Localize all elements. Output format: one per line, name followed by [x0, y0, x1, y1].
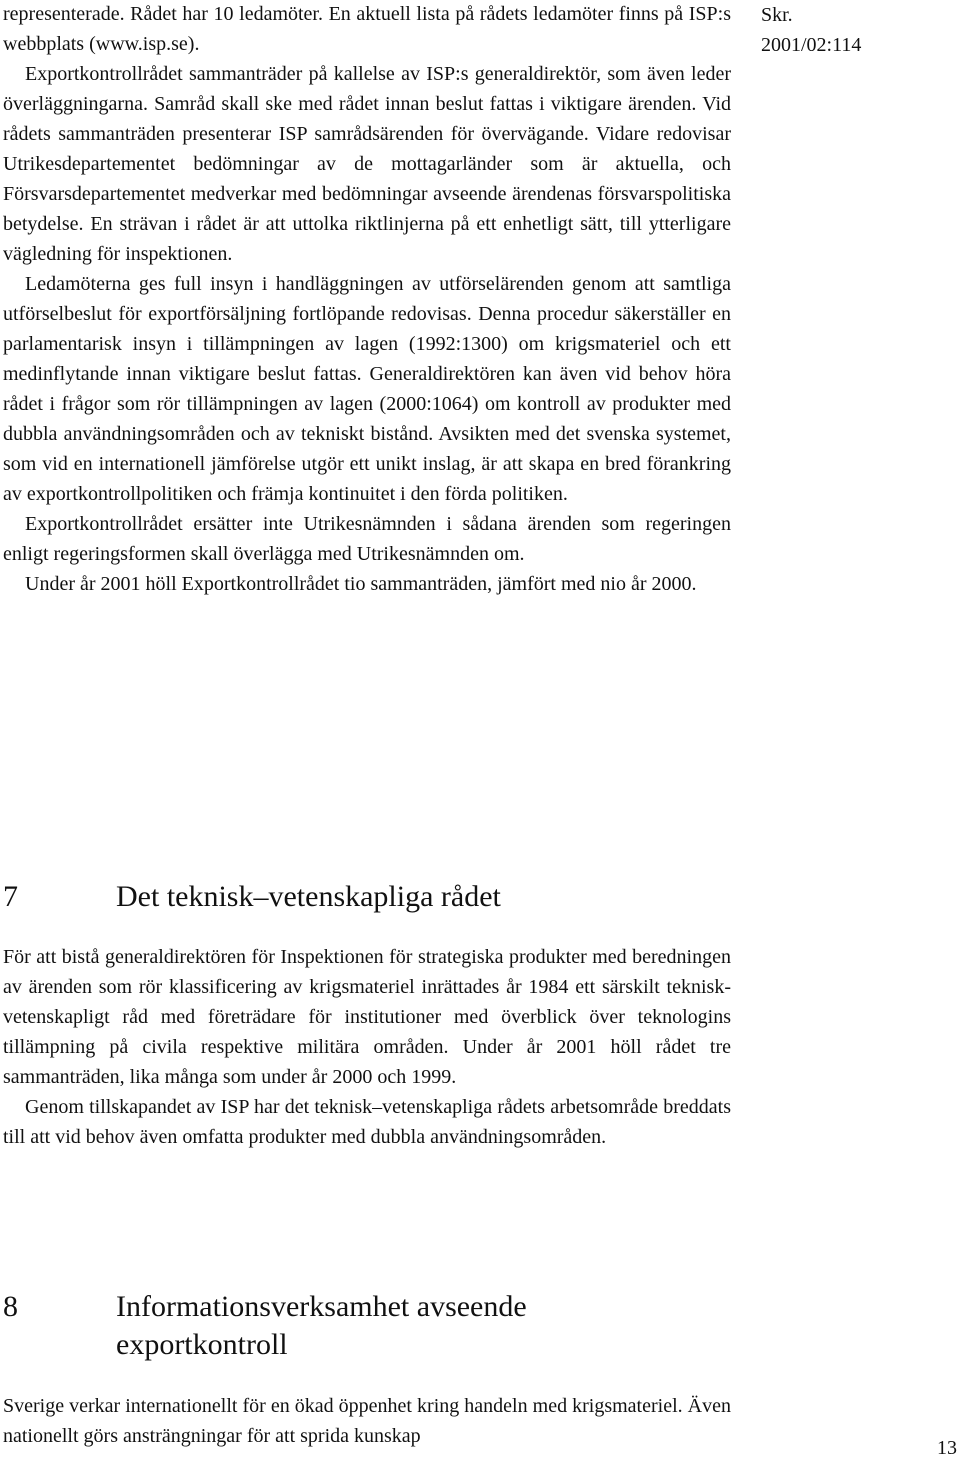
paragraph: representerade. Rådet har 10 ledamöter. En aktuell lista på rådets ledamöter finns på ISP:s webbplats (www.isp.se). [3, 3, 731, 55]
section-number: 8 [3, 1290, 18, 1323]
section-7-body [3, 942, 731, 1152]
margin-ref-label: Skr. [761, 4, 793, 26]
section-6-continued [3, 0, 731, 599]
paragraph: Sverige verkar internationellt för en ökad öppenhet kring handeln med krigsmateriel. Även nationellt görs ansträngningar för att sprida kunskap [3, 1395, 731, 1447]
paragraph: Exportkontrollrådet ersätter inte Utrikesnämnden i sådana ärenden som regeringen enligt regeringsformen skall överlägga med Utrikesnämnden om. [3, 513, 731, 565]
paragraph: Ledamöterna ges full insyn i handläggningen av utförselärenden genom att samtliga utförselbeslut för exportförsäljning fortlöpande redovisas. Denna procedur säkerställer en parlamentarisk insyn i tillämpningen av lagen (1992:1300) om krigsmateriel och ett medinflytande innan viktigare beslut fattas. Generaldirektören kan även vid behov höra rådet i frågor som rör tillämpningen av lagen (2000:1064) om kontroll av produkter med dubbla användningsområden och av tekniskt bistånd. Avsikten med det svenska systemet, som vid en internationell jämförelse utgör ett unikt inslag, är att skapa en bred förankring av exportkontrollpolitiken och främja kontinuitet i den förda politiken. [3, 273, 731, 505]
section-8-heading [3, 1288, 636, 1364]
paragraph: Under år 2001 höll Exportkontrollrådet tio sammanträden, jämfört med nio år 2000. [25, 573, 697, 595]
paragraph: Exportkontrollrådet sammanträder på kallelse av ISP:s generaldirektör, som även leder överläggningarna. Samråd skall ske med rådet innan beslut fattas i viktigare ärenden. Vid rådets sammanträden presenterar ISP samrådsärenden för övervägande. Vidare redovisar Utrikesdepartementet bedömningar av de mottagarländer som är aktuella, och Försvarsdepartementet medverkar med bedömningar avseende ärendenas försvarspolitiska betydelse. En strävan i rådet är att uttolka riktlinjerna på ett enhetligt sätt, till ytterligare vägledning för inspektionen. [3, 63, 731, 265]
margin-reference [761, 0, 861, 60]
section-7-heading [3, 878, 636, 916]
section-title: Det teknisk–vetenskapliga rådet [116, 880, 501, 913]
section-8-body [3, 1391, 731, 1451]
section-number: 7 [3, 880, 18, 913]
page-number: 13 [937, 1437, 957, 1459]
paragraph: Genom tillskapandet av ISP har det teknisk–vetenskapliga rådets arbetsområde breddats till att vid behov även omfatta produkter med dubbla användningsområden. [3, 1096, 731, 1148]
paragraph: För att bistå generaldirektören för Inspektionen för strategiska produkter med beredningen av ärenden som rör klassificering av krigsmateriel inrättades år 1984 ett särskilt teknisk-vetenskapligt råd med företrädare för institutioner med överblick över teknologins tillämpning på civila respektive militära områden. Under år 2001 höll rådet tre sammanträden, lika många som under år 2000 och 1999. [3, 946, 731, 1088]
section-title: Informationsverksamhet avseende exportkontroll [116, 1290, 527, 1361]
margin-ref-number: 2001/02:114 [761, 34, 862, 56]
